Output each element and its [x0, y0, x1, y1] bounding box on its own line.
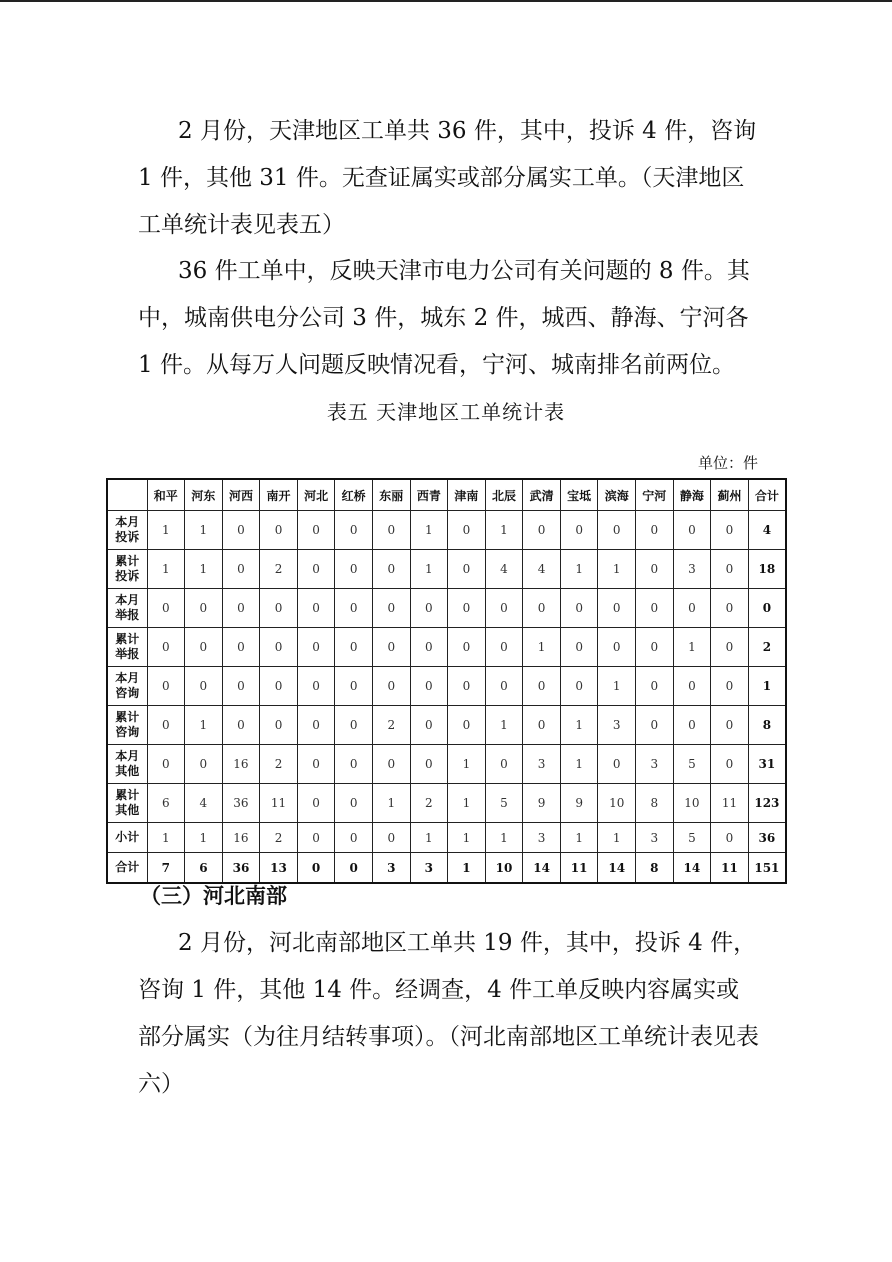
table-cell: 0	[711, 706, 749, 745]
table-cell: 0	[523, 706, 561, 745]
table-cell: 0	[448, 628, 486, 667]
table-cell: 0	[523, 589, 561, 628]
table-cell: 0	[372, 589, 410, 628]
table-cell: 0	[711, 589, 749, 628]
table-cell: 1	[560, 745, 598, 784]
table-cell: 0	[673, 511, 711, 550]
table-cell: 0	[598, 628, 636, 667]
table-cell: 0	[560, 589, 598, 628]
row-header-cell: 合计	[107, 853, 147, 884]
table-cell: 0	[297, 511, 335, 550]
table-cell: 3	[410, 853, 448, 884]
table-cell: 0	[673, 667, 711, 706]
table-cell: 0	[222, 706, 260, 745]
table-cell: 0	[335, 823, 373, 853]
table-cell: 11	[711, 784, 749, 823]
table-caption: 表五 天津地区工单统计表	[326, 400, 566, 424]
table-cell: 0	[523, 667, 561, 706]
table-cell: 0	[485, 589, 523, 628]
row-header-cell: 本月 举报	[107, 589, 147, 628]
table-cell: 4	[523, 550, 561, 589]
table-cell: 3	[636, 745, 674, 784]
table-cell: 1	[560, 550, 598, 589]
header-cell: 滨海	[598, 479, 636, 511]
header-cell: 和平	[147, 479, 185, 511]
table-cell: 14	[598, 853, 636, 884]
table-cell: 0	[147, 589, 185, 628]
table-cell: 0	[297, 745, 335, 784]
table-cell: 14	[673, 853, 711, 884]
table-cell: 2	[260, 550, 298, 589]
table-cell: 0	[260, 511, 298, 550]
header-cell: 合计	[748, 479, 786, 511]
table-cell: 0	[636, 667, 674, 706]
table-cell: 1	[147, 550, 185, 589]
table-cell: 0	[636, 589, 674, 628]
table-cell: 123	[748, 784, 786, 823]
table-cell: 36	[222, 784, 260, 823]
table-cell: 0	[147, 745, 185, 784]
table-cell: 0	[222, 550, 260, 589]
table-cell: 0	[560, 667, 598, 706]
table-cell: 0	[673, 589, 711, 628]
table-cell: 0	[147, 706, 185, 745]
table-cell: 11	[711, 853, 749, 884]
table-cell: 1	[147, 823, 185, 853]
table-cell: 6	[185, 853, 223, 884]
table-cell: 0	[372, 667, 410, 706]
table-cell: 0	[485, 628, 523, 667]
table-cell: 0	[410, 667, 448, 706]
table-cell: 0	[297, 823, 335, 853]
table-row	[107, 511, 786, 550]
table-row	[107, 667, 786, 706]
table-cell: 0	[297, 628, 335, 667]
table-row	[107, 628, 786, 667]
header-cell: 静海	[673, 479, 711, 511]
table-cell: 1	[147, 511, 185, 550]
table-cell: 0	[222, 589, 260, 628]
table-cell: 36	[748, 823, 786, 853]
table-cell: 0	[448, 550, 486, 589]
table-cell: 0	[372, 745, 410, 784]
table-cell: 0	[372, 628, 410, 667]
table-cell: 10	[485, 853, 523, 884]
table-cell: 0	[410, 745, 448, 784]
table-cell: 31	[748, 745, 786, 784]
table-cell: 1	[185, 706, 223, 745]
table-cell: 3	[598, 706, 636, 745]
table-cell: 0	[711, 628, 749, 667]
table-cell: 16	[222, 823, 260, 853]
table-cell: 0	[335, 628, 373, 667]
paragraph-tianjin-details: 36 件工单中，反映天津市电力公司有关问题的 8 件。其中，城南供电分公司 3 件，城东 2 件，城西、静海、宁河各 1 件。从每万人问题反映情况看，宁河、城南排名前两位。	[138, 258, 750, 378]
table-cell: 0	[372, 823, 410, 853]
table-cell: 0	[185, 667, 223, 706]
table-cell: 1	[185, 823, 223, 853]
table-cell: 1	[560, 823, 598, 853]
table-cell: 1	[185, 550, 223, 589]
table-cell: 14	[523, 853, 561, 884]
table-cell: 1	[485, 823, 523, 853]
table-cell: 0	[485, 745, 523, 784]
table-cell: 1	[673, 628, 711, 667]
table-cell: 0	[448, 589, 486, 628]
table-cell: 0	[185, 628, 223, 667]
paragraph-hebei-south-summary: 2 月份，河北南部地区工单共 19 件，其中，投诉 4 件，咨询 1 件，其他 14 件。经调查，4 件工单反映内容属实或部分属实（为往月结转事项）。（河北南部地区工单统计表见表六）	[138, 930, 759, 1097]
table-cell: 0	[636, 706, 674, 745]
table-cell: 1	[485, 511, 523, 550]
table-cell: 0	[185, 589, 223, 628]
table-cell: 0	[748, 589, 786, 628]
table-cell: 0	[297, 706, 335, 745]
table-cell: 0	[297, 667, 335, 706]
table-cell: 13	[260, 853, 298, 884]
header-cell: 河东	[185, 479, 223, 511]
table-cell: 0	[598, 589, 636, 628]
table-cell: 1	[448, 784, 486, 823]
table-cell: 1	[598, 667, 636, 706]
table-header-row	[107, 479, 786, 511]
table-cell: 0	[711, 745, 749, 784]
table-unit-label: 单位：件	[697, 454, 758, 472]
table-cell: 0	[485, 667, 523, 706]
row-header-cell: 累计 投诉	[107, 550, 147, 589]
table-cell: 0	[260, 628, 298, 667]
table-row	[107, 823, 786, 853]
table-cell: 3	[523, 745, 561, 784]
table-cell: 0	[260, 589, 298, 628]
row-header-cell: 累计 咨询	[107, 706, 147, 745]
table-cell: 3	[673, 550, 711, 589]
table-cell: 0	[372, 550, 410, 589]
table-cell: 1	[560, 706, 598, 745]
table-cell: 0	[711, 511, 749, 550]
table-cell: 5	[485, 784, 523, 823]
table-cell: 3	[372, 853, 410, 884]
table-cell: 4	[485, 550, 523, 589]
table-cell: 0	[560, 628, 598, 667]
table-cell: 0	[335, 853, 373, 884]
table-row	[107, 589, 786, 628]
table-cell: 0	[147, 667, 185, 706]
table-cell: 1	[410, 550, 448, 589]
table-cell: 1	[485, 706, 523, 745]
table-cell: 0	[222, 511, 260, 550]
header-cell: 红桥	[335, 479, 373, 511]
table-row	[107, 706, 786, 745]
table-cell: 1	[598, 550, 636, 589]
table-cell: 0	[448, 511, 486, 550]
header-cell: 宁河	[636, 479, 674, 511]
header-cell: 北辰	[485, 479, 523, 511]
table-cell: 0	[410, 706, 448, 745]
table-cell: 1	[448, 745, 486, 784]
header-cell: 东丽	[372, 479, 410, 511]
table-cell: 9	[523, 784, 561, 823]
header-cell: 南开	[260, 479, 298, 511]
table-cell: 16	[222, 745, 260, 784]
table-cell: 0	[297, 589, 335, 628]
table-cell: 0	[335, 511, 373, 550]
header-cell: 河西	[222, 479, 260, 511]
table-cell: 0	[636, 628, 674, 667]
row-header-cell: 累计 其他	[107, 784, 147, 823]
table-cell: 2	[260, 745, 298, 784]
header-cell: 西青	[410, 479, 448, 511]
table-cell: 1	[410, 511, 448, 550]
table-cell: 1	[410, 823, 448, 853]
table-cell: 0	[297, 784, 335, 823]
row-header-cell: 累计 举报	[107, 628, 147, 667]
header-cell	[107, 479, 147, 511]
table-cell: 0	[185, 745, 223, 784]
table-cell: 1	[372, 784, 410, 823]
top-border-rule	[0, 0, 892, 2]
table-cell: 3	[636, 823, 674, 853]
table-row	[107, 745, 786, 784]
table-cell: 0	[260, 667, 298, 706]
table-cell: 0	[335, 667, 373, 706]
table-cell: 2	[372, 706, 410, 745]
table-cell: 1	[523, 628, 561, 667]
table-cell: 0	[711, 550, 749, 589]
table-cell: 0	[335, 784, 373, 823]
table-cell: 0	[711, 823, 749, 853]
table-cell: 0	[523, 511, 561, 550]
row-header-cell: 本月 投诉	[107, 511, 147, 550]
table-cell: 0	[297, 550, 335, 589]
table-cell: 0	[711, 667, 749, 706]
row-header-cell: 小计	[107, 823, 147, 853]
table-cell: 1	[748, 667, 786, 706]
table-cell: 2	[410, 784, 448, 823]
table-cell: 0	[598, 511, 636, 550]
table-cell: 2	[260, 823, 298, 853]
section-heading-hebei-south: （三）河北南部	[140, 884, 287, 908]
header-cell: 河北	[297, 479, 335, 511]
table-cell: 0	[147, 628, 185, 667]
header-cell: 武清	[523, 479, 561, 511]
table-cell: 5	[673, 745, 711, 784]
table-row	[107, 550, 786, 589]
table-cell: 0	[673, 706, 711, 745]
header-cell: 蓟州	[711, 479, 749, 511]
table-cell: 0	[636, 511, 674, 550]
table-cell: 5	[673, 823, 711, 853]
table-row	[107, 784, 786, 823]
header-cell: 宝坻	[560, 479, 598, 511]
table-cell: 3	[523, 823, 561, 853]
table-cell: 4	[185, 784, 223, 823]
row-header-cell: 本月 其他	[107, 745, 147, 784]
table-cell: 0	[372, 511, 410, 550]
table-cell: 10	[673, 784, 711, 823]
table-cell: 0	[448, 667, 486, 706]
table-cell: 8	[636, 853, 674, 884]
table-cell: 1	[185, 511, 223, 550]
paragraph-tianjin-summary: 2 月份，天津地区工单共 36 件，其中，投诉 4 件，咨询 1 件，其他 31 件。无查证属实或部分属实工单。（天津地区工单统计表见表五）	[138, 118, 757, 238]
table-cell: 0	[260, 706, 298, 745]
table-row	[107, 853, 786, 884]
table-cell: 9	[560, 784, 598, 823]
table-cell: 0	[410, 628, 448, 667]
table-cell: 151	[748, 853, 786, 884]
table-cell: 8	[748, 706, 786, 745]
table-cell: 6	[147, 784, 185, 823]
table-cell: 10	[598, 784, 636, 823]
table-cell: 4	[748, 511, 786, 550]
table-cell: 0	[410, 589, 448, 628]
table-cell: 0	[335, 706, 373, 745]
table-cell: 0	[335, 550, 373, 589]
table-cell: 1	[448, 853, 486, 884]
table-cell: 0	[222, 667, 260, 706]
table-cell: 2	[748, 628, 786, 667]
table-cell: 11	[260, 784, 298, 823]
header-cell: 津南	[448, 479, 486, 511]
table-cell: 0	[335, 589, 373, 628]
table-cell: 7	[147, 853, 185, 884]
table-cell: 0	[598, 745, 636, 784]
table-cell: 11	[560, 853, 598, 884]
tianjin-stats-table	[106, 478, 787, 884]
table-cell: 36	[222, 853, 260, 884]
table-cell: 0	[560, 511, 598, 550]
table-cell: 1	[448, 823, 486, 853]
table-cell: 0	[222, 628, 260, 667]
table-cell: 0	[636, 550, 674, 589]
table-cell: 18	[748, 550, 786, 589]
table-body	[107, 511, 786, 884]
table-cell: 1	[598, 823, 636, 853]
table-cell: 0	[297, 853, 335, 884]
table-cell: 8	[636, 784, 674, 823]
row-header-cell: 本月 咨询	[107, 667, 147, 706]
table-cell: 0	[335, 745, 373, 784]
table-cell: 0	[448, 706, 486, 745]
